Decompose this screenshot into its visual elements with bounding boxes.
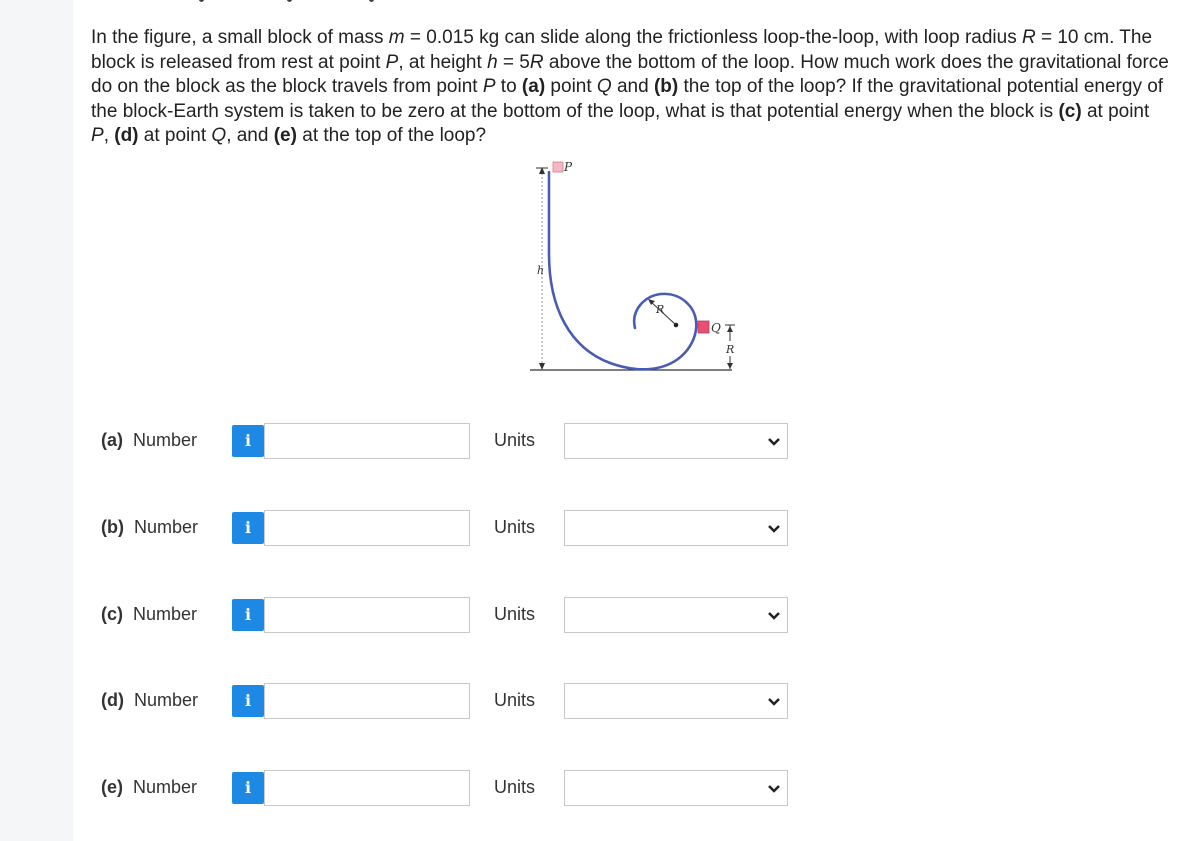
units-label: Units xyxy=(494,777,536,797)
part-label: (c) Number xyxy=(101,604,198,624)
label-q: Q xyxy=(711,321,721,335)
loop-track xyxy=(549,172,696,369)
answer-row-a xyxy=(0,421,1200,461)
units-label: Units xyxy=(494,690,536,710)
units-select-e[interactable] xyxy=(564,770,788,806)
answer-row-d xyxy=(0,681,1200,721)
cut-off-glyph xyxy=(199,0,204,2)
number-input-e[interactable] xyxy=(264,770,470,806)
question-text: In the figure, a small block of mass m = 0.015 kg can slide along the frictionless loop-the-loop, with loop radius R = 10 cm. The block is released from rest at point P, at height h = 5R above the bottom of the loop. How much work does the gravitational force do on the block as the block travels from point P to (a) point Q and (b) the top of the loop? If the gravitational potential energy of the block-Earth system is taken to be zero at the bottom of the loop, what is that potential energy when the block is (c) at point P, (d) at point Q, and (e) at the top of the loop? xyxy=(91,27,1169,146)
number-input-c[interactable] xyxy=(264,597,470,633)
label-r-loop: R xyxy=(656,303,665,316)
info-icon[interactable]: i xyxy=(232,512,264,544)
info-icon[interactable]: i xyxy=(232,599,264,631)
height-arrow-down-head xyxy=(539,363,545,370)
chevron-down-icon xyxy=(767,524,781,534)
answer-row-c xyxy=(0,595,1200,635)
cut-off-glyph xyxy=(369,0,374,2)
units-select-b[interactable] xyxy=(564,510,788,546)
number-input-a[interactable] xyxy=(264,423,470,459)
chevron-down-icon xyxy=(767,437,781,447)
info-icon[interactable]: i xyxy=(232,425,264,457)
part-label: (e) Number xyxy=(101,777,198,797)
answer-row-e xyxy=(0,768,1200,808)
loop-the-loop-figure xyxy=(520,158,760,380)
label-h: h xyxy=(537,264,545,277)
chevron-down-icon xyxy=(767,697,781,707)
block-at-q xyxy=(698,321,709,333)
info-icon[interactable]: i xyxy=(232,772,264,804)
units-label: Units xyxy=(494,604,536,624)
units-label: Units xyxy=(494,430,536,450)
number-input-b[interactable] xyxy=(264,510,470,546)
info-icon[interactable]: i xyxy=(232,685,264,717)
part-label: (b) Number xyxy=(101,517,199,537)
chevron-down-icon xyxy=(767,784,781,794)
label-r-side: R xyxy=(726,343,735,356)
cut-off-glyph xyxy=(287,0,292,2)
part-label: (d) Number xyxy=(101,690,199,710)
units-select-d[interactable] xyxy=(564,683,788,719)
chevron-down-icon xyxy=(767,611,781,621)
units-select-c[interactable] xyxy=(564,597,788,633)
side-r-arrow-up-head xyxy=(727,326,733,332)
answer-row-b xyxy=(0,508,1200,548)
previous-content-edge xyxy=(73,0,573,6)
block-at-p xyxy=(553,162,563,172)
number-input-d[interactable] xyxy=(264,683,470,719)
units-select-a[interactable] xyxy=(564,423,788,459)
part-label: (a) Number xyxy=(101,430,198,450)
units-label: Units xyxy=(494,517,536,537)
side-r-arrow-down-head xyxy=(727,363,733,369)
label-p: P xyxy=(564,160,573,174)
